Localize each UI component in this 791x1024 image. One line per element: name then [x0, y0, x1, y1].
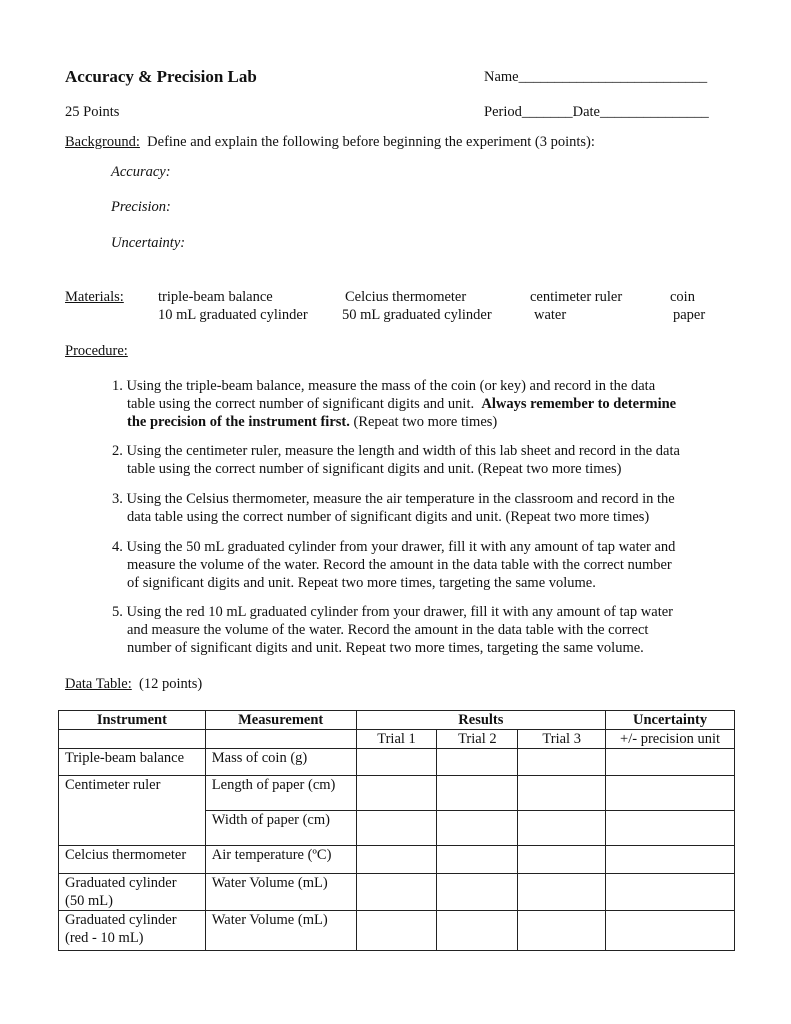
data-table-label: Data Table:: [65, 676, 132, 692]
data-table: [58, 710, 735, 951]
cell-instrument: Centimeter ruler: [59, 776, 206, 846]
term-accuracy: Accuracy:: [111, 164, 171, 180]
page-title: Accuracy & Precision Lab: [65, 67, 257, 86]
material-item: water: [534, 307, 567, 323]
data-table-points: (12 points): [139, 676, 203, 692]
cell-measurement: Air temperature (ºC): [205, 846, 356, 874]
term-uncertainty: Uncertainty:: [111, 235, 186, 251]
header-results: Results: [356, 711, 606, 730]
name-field[interactable]: Name__________________________: [484, 69, 708, 85]
cell-trial-1[interactable]: [356, 811, 437, 846]
cell-trial-3[interactable]: [518, 846, 606, 874]
table-row: [59, 874, 735, 911]
cell-uncertainty[interactable]: [606, 874, 735, 911]
material-item: triple-beam balance: [158, 289, 273, 305]
subheader-trial-1: Trial 1: [356, 730, 437, 749]
background-text: Define and explain the following before beginning the experiment (3 points):: [147, 134, 595, 150]
term-precision: Precision:: [111, 199, 171, 215]
cell-trial-2[interactable]: [437, 874, 518, 911]
cell-trial-3[interactable]: [518, 911, 606, 951]
cell-trial-1[interactable]: [356, 874, 437, 911]
materials-label: Materials:: [65, 289, 124, 305]
cell-uncertainty[interactable]: [606, 749, 735, 776]
material-item: 10 mL graduated cylinder: [158, 307, 308, 323]
cell-trial-3[interactable]: [518, 749, 606, 776]
cell-trial-3[interactable]: [518, 811, 606, 846]
subheader-trial-3: Trial 3: [518, 730, 606, 749]
procedure-step-3: 3. Using the Celsius thermometer, measure the air temperature in the classroom and record in the data table using the correct number of significant digits and unit. (Repeat two more times): [112, 491, 675, 525]
cell-measurement: Water Volume (mL): [205, 911, 356, 951]
cell-trial-1[interactable]: [356, 846, 437, 874]
cell-instrument: Triple-beam balance: [59, 749, 206, 776]
cell-trial-2[interactable]: [437, 749, 518, 776]
cell-instrument: Celcius thermometer: [59, 846, 206, 874]
cell-trial-2[interactable]: [437, 911, 518, 951]
background-label: Background:: [65, 134, 140, 150]
period-date-field[interactable]: Period_______Date_______________: [484, 104, 709, 120]
background-line: [65, 134, 595, 151]
cell-uncertainty[interactable]: [606, 911, 735, 951]
procedure-step-2: 2. Using the centimeter ruler, measure the length and width of this lab sheet and record in the data table using the correct number of significant digits and unit. (Repeat two more times): [112, 443, 680, 477]
table-row: [59, 846, 735, 874]
procedure-step-5: 5. Using the red 10 mL graduated cylinder from your drawer, fill it with any amount of tap water and measure the volume of the water. Record the amount in the data table with the correct number of significant digits and unit. Repeat two more times, targeting the same volume.: [112, 604, 673, 656]
header-uncertainty: Uncertainty: [606, 711, 735, 730]
cell-trial-2[interactable]: [437, 846, 518, 874]
header-instrument: Instrument: [59, 711, 206, 730]
cell-trial-2[interactable]: [437, 811, 518, 846]
cell-trial-1[interactable]: [356, 776, 437, 811]
cell-trial-1[interactable]: [356, 911, 437, 951]
procedure-label: Procedure:: [65, 343, 128, 359]
subheader-blank: [59, 730, 206, 749]
cell-instrument: Graduated cylinder (red - 10 mL): [59, 911, 206, 951]
cell-uncertainty[interactable]: [606, 776, 735, 811]
cell-measurement: Water Volume (mL): [205, 874, 356, 911]
cell-trial-1[interactable]: [356, 749, 437, 776]
cell-uncertainty[interactable]: [606, 811, 735, 846]
cell-trial-3[interactable]: [518, 874, 606, 911]
table-row: [59, 911, 735, 951]
header-measurement: Measurement: [205, 711, 356, 730]
subheader-trial-2: Trial 2: [437, 730, 518, 749]
table-row: [59, 776, 735, 811]
material-item: 50 mL graduated cylinder: [342, 307, 492, 323]
cell-trial-2[interactable]: [437, 776, 518, 811]
points-label: 25 Points: [65, 104, 120, 120]
cell-measurement: Length of paper (cm): [205, 776, 356, 811]
procedure-step-4: 4. Using the 50 mL graduated cylinder from your drawer, fill it with any amount of tap water and measure the volume of the water. Record the amount in the data table with the correct number of significant digits and unit. Repeat two more times, targeting the same volume.: [112, 539, 676, 591]
procedure-step-1: 1. Using the triple-beam balance, measure the mass of the coin (or key) and record in the data table using the correct number of significant digits and unit. Always remember to determine the precision of the instrument first. (Repeat two more times): [112, 378, 677, 430]
table-row: [59, 749, 735, 776]
subheader-uncertainty-unit: +/- precision unit: [606, 730, 735, 749]
cell-uncertainty[interactable]: [606, 846, 735, 874]
material-item: paper: [673, 307, 706, 323]
cell-measurement: Width of paper (cm): [205, 811, 356, 846]
cell-measurement: Mass of coin (g): [205, 749, 356, 776]
data-table-heading: [65, 676, 202, 693]
cell-trial-3[interactable]: [518, 776, 606, 811]
material-item: centimeter ruler: [530, 289, 623, 305]
material-item: Celcius thermometer: [345, 289, 467, 305]
cell-instrument: Graduated cylinder (50 mL): [59, 874, 206, 911]
subheader-blank: [205, 730, 356, 749]
material-item: coin: [670, 289, 695, 305]
